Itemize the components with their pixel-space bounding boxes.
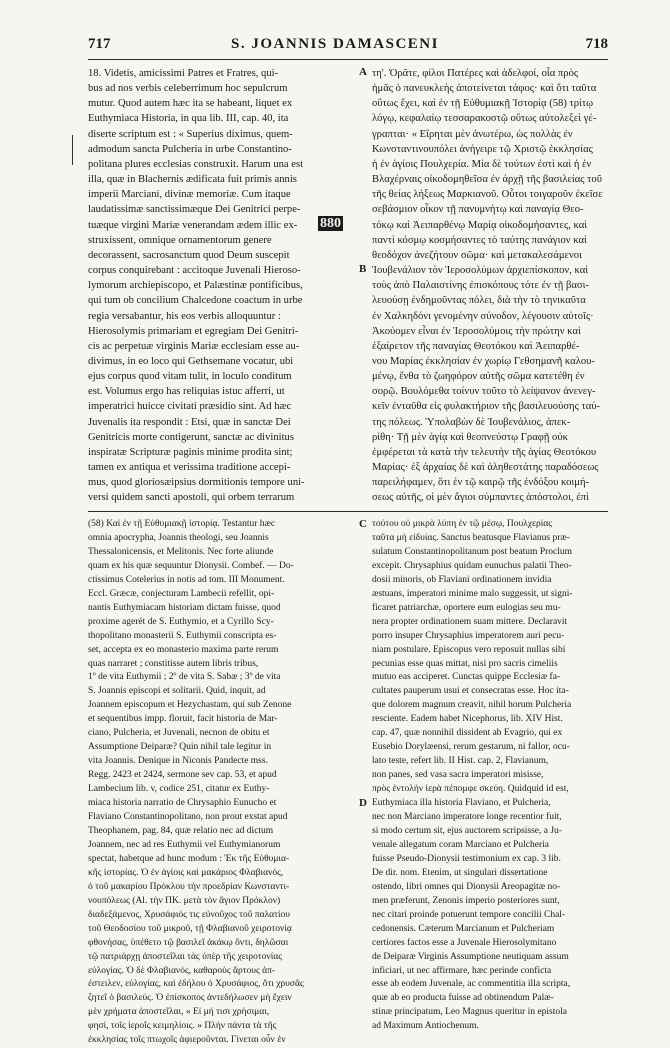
text-line: Genitricis morte contigerunt, sanctæ ac divinitus: [88, 431, 294, 443]
running-title: S. JOANNIS DAMASCENI: [231, 36, 439, 52]
text-line: bus ad nos verbis celeberrimum hoc sepulcrum: [88, 83, 288, 95]
text-line: est. Volumus ergo has reliquias istuc afferri, ut: [88, 386, 285, 398]
text-line: ἡμᾶς ὁ πανευκλεὴς ἀποτείνεται τάφος· καὶ ὅτι ταῦτα: [372, 83, 597, 95]
footnote-right-column: [372, 518, 608, 1034]
text-line: proxime agerét de S. Euthymio, et a Cyrillo Scy-: [88, 616, 274, 627]
text-line: men præferunt, Zenonis imperio posteriores sunt,: [372, 895, 560, 906]
greek-main-column: [372, 66, 608, 506]
text-line: Assumptione Deiparæ? Quin nihil tale legitur in: [88, 742, 272, 753]
text-line: κεῖν ἐνταῦθα εἰς φυλακτήριον τῆς βασιλευούσης ταύ-: [372, 401, 601, 413]
running-header: [0, 36, 670, 58]
text-line: illa, quæ in Blachernis ædificata fuit primis annis: [88, 174, 297, 186]
text-line: struxissent, omnique ornamentorum genere: [88, 234, 272, 246]
text-line: φθονήσας, ὑπέθετο τῷ βασιλεῖ ἀκάκῳ ὄντι, δηλῶσαι: [88, 937, 289, 948]
footnote-left-column: [88, 518, 356, 1048]
margin-marker-b: B: [359, 263, 367, 275]
text-line: θεοδόχον ἀνεζήτουν σῶμα· καὶ μετακαλεσάμενοι: [372, 249, 582, 261]
text-line: τόκῳ καὶ Ἀειπαρθένῳ Μαρίᾳ οἰκοδομήσαντες, καὶ: [372, 219, 588, 231]
text-line: dosii minoris, ob Flaviani ordinationem invidia: [372, 574, 552, 585]
text-line: politana plures ecclesias construxit. Harum una est: [88, 158, 304, 170]
text-line: regia versabantur, his eos verbis alloquuntur :: [88, 310, 281, 322]
text-line: παρειλήφαμεν, ὅτι ἐν τῷ καιρῷ τῆς ἐνδόξου κοιμή-: [372, 477, 590, 489]
text-line: quam ex his quæ sequuntur Dionysii. Combef. — Do-: [88, 560, 294, 571]
text-line: πρὸς ἐντολὴν ἱερὰ πέπομφε σκεύη. Quidquid id est,: [372, 784, 569, 795]
text-line: laudatissimæ sanctissimæque Dei Genitrici perpe-: [88, 204, 301, 216]
text-line: νουπόλεως (Al. τὴν ΠΚ. μετὰ τὸν ἅγιον Πρόκλον): [88, 895, 281, 906]
text-line: Theophanem, pag. 84, quæ relatio nec ad dictum: [88, 825, 274, 836]
margin-marker-c: C: [359, 518, 367, 530]
text-line: ad Maximum Antiochenum.: [372, 1021, 479, 1032]
text-line: 18. Videtis, amicissimi Patres et Fratres, qui-: [88, 68, 279, 79]
text-line: Hierosolymis primariam et egregiam Dei Genitri-: [88, 325, 299, 337]
text-line: cap. 47, quæ nonnihil dissident ab Evagrio, qui ex: [372, 728, 563, 739]
text-line: Ἰουβενάλιον τὸν Ἱεροσολύμων ἀρχιεπίσκοπον, καὶ: [372, 265, 589, 277]
text-line: miaca historia narratio de Chrysaphio Eunucho et: [88, 798, 277, 809]
text-line: Ἀκούομεν εἶναι ἐν Ἱεροσολύμοις τὴν πρώτην καὶ: [372, 325, 581, 337]
text-line: decorassent, sacrosanctum quod Deum suscepit: [88, 249, 290, 261]
text-line: παντὶ κόσμῳ κοσμήσαντες τὸ ταύτης πανάγιον καὶ: [372, 234, 587, 246]
text-line: tamen ex antiqua et verissima traditione accepi-: [88, 462, 291, 474]
text-line: de Deiparæ Virginis Assumptione neutiquam assum: [372, 951, 569, 962]
text-line: Flaviano Constantinopolitano, non prout exstat apud: [88, 812, 288, 823]
text-line: stinæ principatum, Leo Magnus queritur in epistola: [372, 1007, 567, 1018]
text-line: certiores factos esse a Juvenale Hierosolymitano: [372, 937, 557, 948]
text-line: et sequentibus impp. floruit, facit historia de Mar-: [88, 714, 278, 725]
text-line: διαδεξάμενος, Χρυσάφιός τις εὐνοῦχος τοῦ παλατίου: [88, 909, 290, 920]
text-line: ἡ ἐν ἁγίοις Πουλχερία. Μία δὲ τούτων ἐστὶ καὶ ἡ ἐν: [372, 158, 592, 170]
text-line: nantis Euthymiacam historiam dictam fuisse, quod: [88, 602, 281, 613]
text-line: Joannem, nec ad res Euthymii vel Euthymianorum: [88, 839, 281, 850]
text-line: μὲν χρήματα ἀποστεῖλαι, « Εἰ μή τισι χρήσιμαι,: [88, 1007, 270, 1018]
text-line: spectat, habetque ad hunc modum : Ἐκ τῆς Εὐθυμια-: [88, 853, 290, 864]
text-line: porro insuper Chrysaphius imperatorem auri pecu-: [372, 630, 565, 641]
text-line: Eccl. Græcæ, conjecturam Lambecii refellit, opi-: [88, 588, 275, 599]
text-line: qui tum ob concilium Chalcedone coactum in urbe: [88, 295, 303, 307]
text-line: tuæque virgini Mariæ venerandam ædem illic ex-: [88, 219, 298, 231]
text-line: set, accepta ex eo monasterio maxima parte rerum: [88, 644, 279, 655]
text-line: τοῦ Θεοδοσίου τοῦ μικροῦ, τῇ Φλαβιανοῦ χειροτονίᾳ: [88, 923, 292, 934]
text-line: γραπται· « Εἴρηται μὲν ἀνωτέρω, ὡς πολλὰς ἐν: [372, 128, 573, 140]
text-line: que dolorem magnum creavit, nihil horum Pulcheria: [372, 700, 572, 711]
text-line: έστειλεν, εὐλογίας, καὶ ἐδήλου ὁ Χρυσάφιος, ὅτι χρυσᾶς: [88, 979, 304, 990]
text-line: τῆς θείας λήξεως Μαρκιανοῦ. Οὗτοι τοιγαροῦν ἐκεῖσε: [372, 189, 603, 201]
text-line: ostendo, libri omnes qui Dionysii Areopagitæ no-: [372, 881, 561, 892]
text-line: Regg. 2423 et 2424, sermone sev cap. 53, et apud: [88, 770, 277, 781]
text-line: imperatrici huicce civitati præsidio sint. Ad hæc: [88, 401, 292, 413]
text-line: της πόλεως. Ὑπολαβὼν δὲ Ἰουβενάλιος, ἀπεκ-: [372, 416, 571, 428]
text-line: ficaret patriarchæ, oportere eum eulogias seu mu-: [372, 602, 561, 613]
text-line: ἐκκλησίας τοῖς πτωχοῖς ἀφιεροῦνται. Γίνεται οὖν ἐν: [88, 1035, 286, 1046]
footnote-separator: [88, 511, 608, 512]
text-line: corpus conquirebant : accitoque Juvenali Hieroso-: [88, 265, 301, 277]
text-line: venale allegatum coram Marciano et Pulcheria: [372, 839, 549, 850]
text-line: Μαρίας· ἐξ ἀρχαίας δὲ καὶ ἀληθεστάτης παραδόσεως: [372, 462, 599, 474]
margin-marker-a: A: [359, 66, 367, 78]
text-line: lymorum archiepiscopo, et Palæstinæ pontificibus,: [88, 280, 303, 292]
text-line: φησί, τοῖς ἱεροῖς κειμηλίοις. » Πλὴν πάντα τὰ τῆς: [88, 1021, 277, 1032]
text-line: cedonensis. Cæterum Marcianum et Pulcheriam: [372, 923, 555, 934]
margin-marker-d: D: [359, 797, 367, 809]
header-rule: [88, 59, 608, 60]
margin-bracket: [72, 135, 73, 165]
text-line: ejus corpus quod vitam tulit, in loculo conditum: [88, 371, 292, 383]
text-line: Κωνσταντινουπόλει ἀνήγειρε τῷ Χριστῷ ἐκκλησίας: [372, 143, 593, 155]
text-line: quas narraret ; constitisse autem libris tribus,: [88, 658, 259, 669]
text-line: si modo certum sit, ejus auctorem scripsisse, a Ju-: [372, 825, 562, 836]
text-line: cis ac perpetuæ virginis Mariæ ecclesiam esse au-: [88, 340, 300, 352]
text-line: pecunias esse quas mittat, nisi pro sacris cimeliis: [372, 658, 558, 669]
text-line: ciano, Pulcheria, et Juvenali, necnon de obitu et: [88, 728, 270, 739]
text-line: mus, quod gloriosæipsius dormitionis tempore uni-: [88, 477, 305, 489]
text-line: inficiari, ut nec affirmare, hæc perinde conficta: [372, 965, 552, 976]
text-line: ἐμφέρεται τὰ κατὰ τὴν τελευτὴν τῆς ἁγίας Θεοτόκου: [372, 446, 597, 458]
text-line: εὐλογίας. Ὁ δὲ Φλαβιανός, καθαροὺς ἄρτους ἀπ-: [88, 965, 276, 976]
text-line: non panes, sed vasa sacra imperatori misisse,: [372, 770, 544, 781]
text-line: ταῦτα μὴ εἰδυίας. Sanctus beatusque Flavianus præ-: [372, 532, 570, 543]
text-line: ζητεῖ ὁ βασιλεύς. Ὁ ἐπίσκοπος ἀντεδήλωσεν μὴ ἔχειν: [88, 993, 292, 1004]
latin-main-column: [88, 66, 356, 506]
text-line: nera propter ordinationem suam mittere. Declaravit: [372, 616, 568, 627]
text-line: νου Μαρίας ἐκκλησίαν ἐν χωρίῳ Γεθσημανῆ καλου-: [372, 355, 595, 367]
text-line: esse ab eodem Juvenale, ac commentitia illa scripta,: [372, 979, 571, 990]
text-line: divimus, in eo loco qui Gethsemane vocatur, ubi: [88, 355, 294, 367]
text-line: Lambecium lib. v, codice 251, citatur ex Euthy-: [88, 784, 270, 795]
text-line: σεως αὐτῆς, οἱ μὲν ἅγιοι σύμπαντες ἀπόστολοι, ἐπὶ: [372, 492, 589, 504]
text-line: vita Joannis. Denique in Niconis Pandecte mss.: [88, 756, 268, 767]
text-line: τοὺς ἀπὸ Παλαιστίνης ἐπισκόπους τότε ἐν τῇ βασι-: [372, 280, 589, 292]
text-line: ὁ τοῦ μακαρίου Πρόκλου τὴν προεδρίαν Κωνσταντι-: [88, 881, 290, 892]
text-line: οὕτως ἔχει, καὶ ἐν τῇ Εὐθυμιακῇ Ἱστορίᾳ (58) τρίτῳ: [372, 98, 594, 110]
text-line: Euthymiaca Historia, in qua lib. III, cap. 40, ita: [88, 113, 289, 125]
text-line: admodum sancta Pulcheria in urbe Constantino-: [88, 143, 292, 155]
text-line: λόγῳ, κεφαλαίῳ τεσσαρακοστῷ οὕτως αὐτολεξεὶ γέ-: [372, 113, 597, 125]
text-line: De dir. nom. Etenim, ut singulari dissertatione: [372, 867, 548, 878]
text-line: resciente. Eadem habet Nicephorus, lib. XIV Hist.: [372, 714, 563, 725]
text-line: nec non Marciano imperatore longe recentior fuit,: [372, 812, 562, 823]
text-line: ctissimus Cotelerius in notis ad tom. III Monument.: [88, 574, 285, 585]
text-line: niam postulare. Episcopus vero reposuit nullas sibi: [372, 644, 566, 655]
text-line: Βλαχέρναις οἰκοδομηθεῖσα ἐν ἀρχῇ τῆς βασιλείας τοῦ: [372, 174, 602, 186]
text-line: omnia apocrypha, Joannis theologi, seu Joannis: [88, 532, 269, 543]
text-line: ἐν Χαλκηδόνι γενομένην σύνοδον, λέγουσιν αὐτοῖς·: [372, 310, 594, 322]
text-line: 1º de vita Euthymii ; 2º de vita S. Sabæ ; 3º de vita: [88, 672, 281, 683]
text-line: mutuo eas acciperet. Cunctas quippe Ecclesiæ fa-: [372, 672, 561, 683]
text-line: (58) Καὶ ἐν τῇ Εὐθυμιακῇ ἱστορίᾳ. Testantur hæc: [88, 519, 276, 529]
text-line: sulatum Constantinopolitanum post beatum Proclum: [372, 546, 573, 557]
text-line: Euthymiaca illa historia Flaviano, et Pulcheria,: [372, 798, 551, 809]
text-line: versi quidem sancti apostoli, qui orbem terrarum: [88, 492, 295, 504]
text-line: inspiratæ Scripturæ paginis minime prodita sint;: [88, 446, 293, 458]
text-line: thopolitano monasterii S. Euthymii conscripta es-: [88, 630, 277, 641]
page-number-left: 717: [88, 36, 111, 52]
column-number-box: 880: [320, 216, 341, 231]
text-line: Thessalonicensis, et Melitonis. Nec forte aliunde: [88, 546, 274, 557]
text-line: λευούσῃ ἐνδημοῦντας πόλει, διὰ τὴν τὸ τηνικαῦτα: [372, 295, 586, 307]
page-number-right: 718: [585, 36, 608, 52]
text-line: æstuans, imperatori minime malo suggessit, ut signi-: [372, 588, 573, 599]
text-line: Juvenalis ita respondit : Etsi, quæ in sanctæ Dei: [88, 416, 291, 428]
text-line: cultates pauperum usui et consecratas esse. Hoc ita-: [372, 686, 569, 697]
text-line: ἐξαίρετον τῆς παναγίας Θεοτόκου καὶ Ἀειπαρθέ-: [372, 340, 580, 352]
text-line: Joannem episcopum et Hezychastam, qui sub Zenone: [88, 700, 292, 711]
text-line: τῷ πατριάρχῃ ἀποστεῖλαι τὰς ὑπὲρ τῆς χειροτονίας: [88, 951, 283, 962]
text-line: mutur. Quod autem hæc ita se habeant, liquet ex: [88, 98, 293, 110]
text-line: S. Joannis episcopi et solitarii. Quid, inquit, ad: [88, 686, 266, 697]
text-line: diserte scriptum est : « Superius diximus, quem-: [88, 128, 293, 140]
text-line: σεβάσμιον οἶκον τῇ πανυμνήτῳ καὶ παναγίᾳ Θεο-: [372, 204, 584, 216]
text-line: fuisse Pseudo-Dionysii testimonium ex cap. 3 lib.: [372, 853, 561, 864]
text-line: Eusebio Dorylæensi, rerum gestarum, ni fallor, ocu-: [372, 742, 570, 753]
text-line: τούτου οὐ μικρὰ λύπη ἐν τῷ μέσῳ, Πουλχερίας: [372, 519, 553, 529]
text-line: imperii Marciani, divinæ memoriæ. Cum itaque: [88, 189, 291, 201]
text-line: quæ ab eo producta fuisse ad obtinendum Palæ-: [372, 993, 554, 1004]
text-line: nec citari proinde potuerunt tempore concilii Chal-: [372, 909, 566, 920]
text-line: lato teste, refert lib. II Hist. cap. 2, Flavianum,: [372, 756, 549, 767]
text-line: μένῳ, ἔνθα τὸ ζωηφόρον αὐτῆς σῶμα κατετέθη ἐν: [372, 371, 585, 383]
text-line: τη'. Ὁρᾶτε, φίλοι Πατέρες καὶ ἀδελφοί, οἷα πρὸς: [372, 68, 579, 79]
text-line: excepit. Chrysaphius quidam eunuchus palatii Theo-: [372, 560, 572, 571]
text-line: κῆς ἱστορίας. Ὁ ἐν ἁγίοις καὶ μακάριος Φλαβιανός,: [88, 867, 284, 878]
text-line: σορῷ. Βουλόμεθα τοίνυν τοῦτο τὸ λείψανον ἀνενεγ-: [372, 386, 596, 398]
text-line: ρίθη· Τῇ μὲν ἁγίᾳ καὶ θεοπνεύστῳ Γραφῇ οὐκ: [372, 431, 568, 443]
